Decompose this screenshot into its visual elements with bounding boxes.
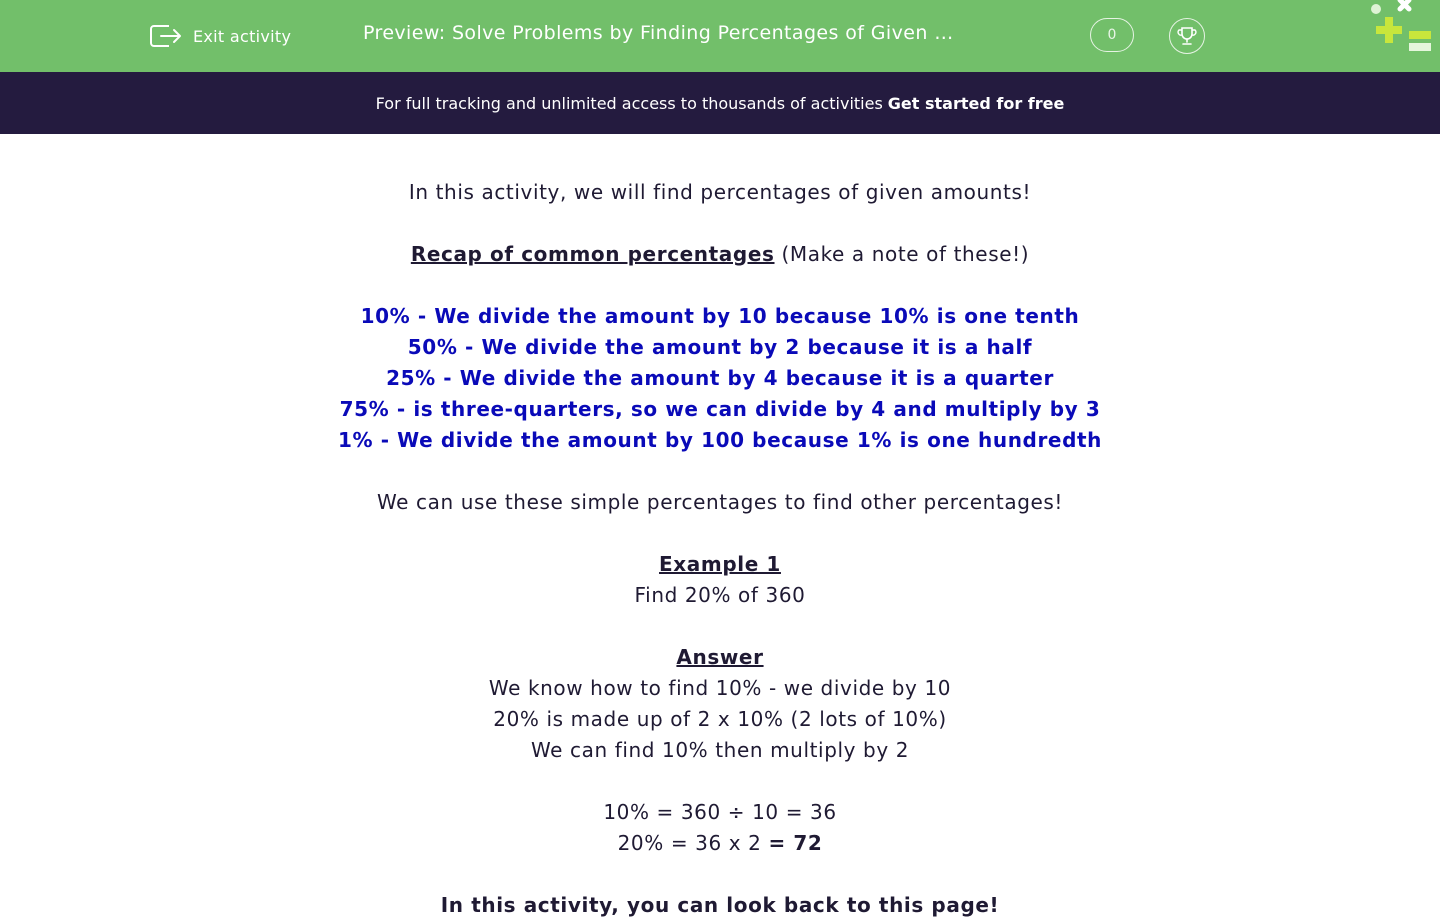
calc-line-2 xyxy=(0,828,1440,859)
score-badge: 0 xyxy=(1090,18,1134,52)
recap-item-25: 25% - We divide the amount by 4 because it is a quarter xyxy=(386,366,1054,390)
example-question: Find 20% of 360 xyxy=(634,583,806,607)
recap-item-75: 75% - is three-quarters, so we can divide by 4 and multiply by 3 xyxy=(339,397,1101,421)
trophy-icon xyxy=(1176,25,1198,47)
signup-banner xyxy=(0,72,1440,134)
banner-text: For full tracking and unlimited access to thousands of activities xyxy=(375,93,883,113)
recap-note: (Make a note of these!) xyxy=(781,242,1030,266)
calc-line-2-result: = 72 xyxy=(768,831,823,855)
recap-item-10: 10% - We divide the amount by 10 because 10% is one tenth xyxy=(360,304,1080,328)
recap-heading: Recap of common percentages xyxy=(410,242,775,266)
closing-text: In this activity, you can look back to this page! xyxy=(440,893,1000,917)
use-simple-text: We can use these simple percentages to find other percentages! xyxy=(376,490,1064,514)
activity-title: Preview: Solve Problems by Finding Percentages of Given … xyxy=(363,22,954,44)
recap-item-50: 50% - We divide the amount by 2 because it is a half xyxy=(407,335,1033,359)
exit-icon xyxy=(149,22,183,50)
answer-line-3: We can find 10% then multiply by 2 xyxy=(530,738,910,762)
exit-activity-label: Exit activity xyxy=(193,26,292,46)
exit-activity-button[interactable] xyxy=(149,20,291,52)
answer-line-2: 20% is made up of 2 x 10% (2 lots of 10%) xyxy=(493,707,947,731)
calc-line-2-prefix: 20% = 36 x 2 xyxy=(617,831,762,855)
calc-line-1: 10% = 360 ÷ 10 = 36 xyxy=(603,800,837,824)
maths-symbols-logo-icon xyxy=(1360,0,1440,60)
trophy-button[interactable] xyxy=(1169,18,1205,54)
top-bar xyxy=(0,0,1440,72)
recap-line xyxy=(0,239,1440,270)
get-started-link[interactable]: Get started for free xyxy=(887,93,1065,113)
answer-heading: Answer xyxy=(676,645,764,669)
recap-item-1: 1% - We divide the amount by 100 because 1% is one hundredth xyxy=(337,428,1103,452)
answer-line-1: We know how to find 10% - we divide by 10 xyxy=(488,676,952,700)
activity-intro xyxy=(0,177,1440,921)
intro-text: In this activity, we will find percentages of given amounts! xyxy=(408,180,1032,204)
example-heading: Example 1 xyxy=(659,552,781,576)
